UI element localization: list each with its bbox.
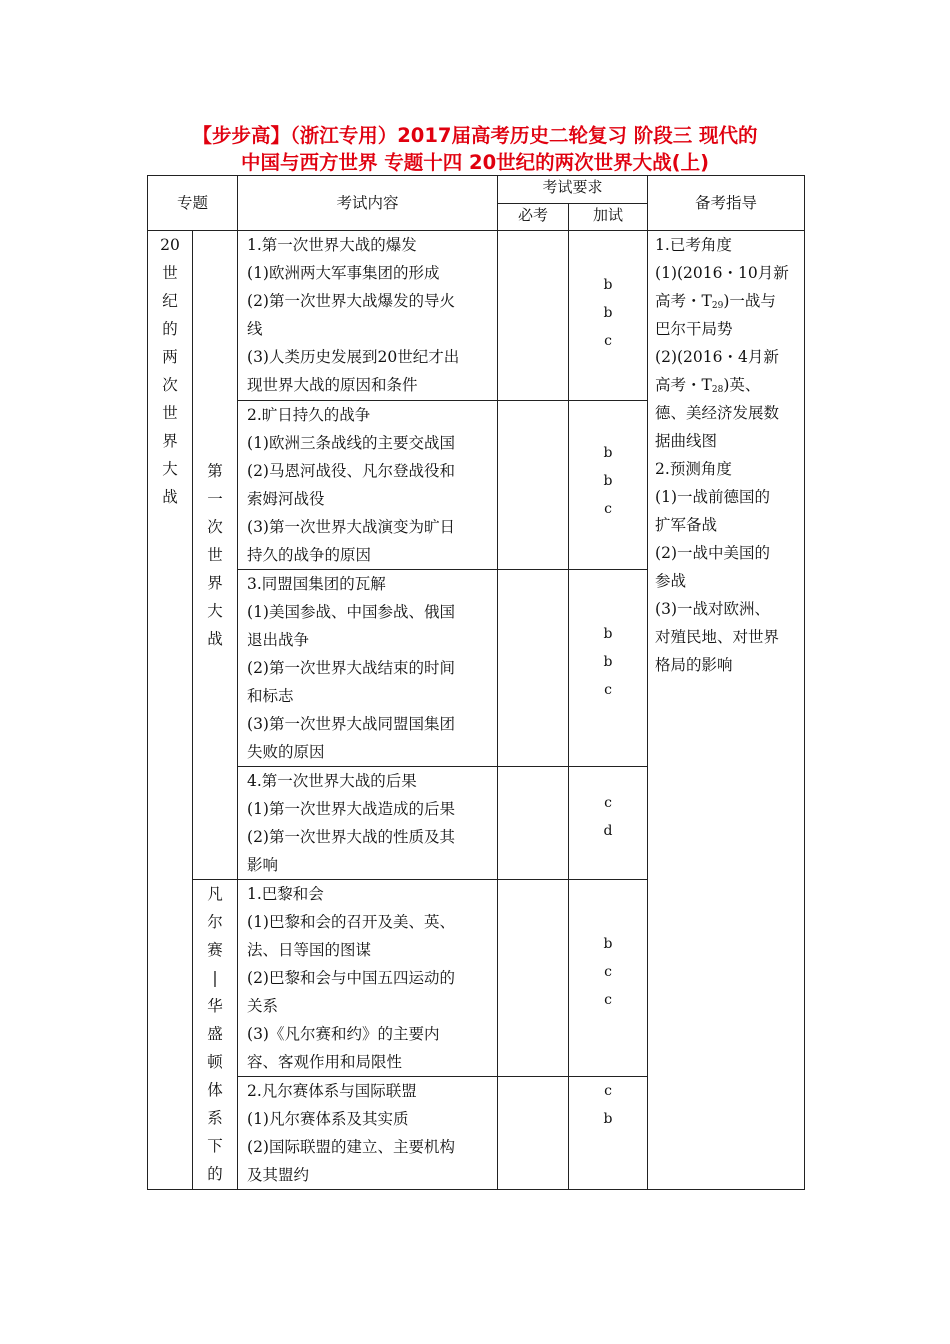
content-line: 4.第一次世界大战的后果 (247, 772, 417, 790)
exam-syllabus-table (147, 175, 805, 1190)
content-line: (2)第一次世界大战的性质及其 (247, 828, 455, 846)
content-line: 索姆河战役 (247, 490, 325, 508)
content-line: (1)巴黎和会的召开及美、英、 (247, 913, 455, 931)
section-label-cell-ww1 (193, 231, 238, 880)
topic-char: 战 (162, 488, 178, 506)
level-value: c (604, 1083, 612, 1099)
content-line: 法、日等国的图谋 (247, 941, 372, 959)
guide-line: 据曲线图 (655, 432, 718, 450)
level-value: b (603, 626, 613, 642)
content-cell (238, 401, 498, 570)
content-line: (3)《凡尔赛和约》的主要内 (247, 1025, 440, 1043)
guide-cell (648, 231, 805, 1190)
section-char: 华 (207, 997, 223, 1015)
content-line: 及其盟约 (247, 1166, 310, 1184)
content-line: (2)马恩河战役、凡尔登战役和 (247, 462, 455, 480)
level-value: b (603, 936, 613, 952)
topic-char: 次 (162, 376, 178, 394)
guide-subscript: 28 (711, 385, 724, 395)
content-line: 失败的原因 (247, 743, 325, 761)
document-title (140, 122, 810, 176)
extra-level-cell (569, 880, 648, 1077)
guide-line: (1)一战前德国的 (655, 488, 770, 506)
guide-line (655, 371, 800, 399)
guide-text: )英、 (723, 376, 761, 394)
section-char: 的 (207, 1165, 223, 1183)
content-cell (238, 880, 498, 1077)
topic-char: 界 (162, 432, 178, 450)
content-cell (238, 767, 498, 880)
guide-text: 高考・T (655, 292, 712, 310)
header-guide: 备考指导 (648, 176, 805, 231)
content-line: (3)第一次世界大战同盟国集团 (247, 715, 455, 733)
guide-text: 高考・T (655, 376, 712, 394)
required-cell (498, 1077, 569, 1190)
section-char: 凡 (207, 885, 223, 903)
header-requirements: 考试要求 (498, 176, 648, 204)
content-cell (238, 570, 498, 767)
section-char: 盛 (207, 1025, 223, 1043)
guide-line: 巴尔干局势 (655, 320, 733, 338)
topic-char: 的 (162, 320, 178, 338)
section-char: 一 (207, 490, 223, 508)
content-line: 1.第一次世界大战的爆发 (247, 236, 417, 254)
guide-line: (2)一战中美国的 (655, 544, 770, 562)
required-cell (498, 570, 569, 767)
content-line: 持久的战争的原因 (247, 546, 372, 564)
content-line: (1)凡尔赛体系及其实质 (247, 1110, 409, 1128)
header-content: 考试内容 (238, 176, 498, 231)
title-line-1: 【步步高】（浙江专用）2017届高考历史二轮复习 阶段三 现代的 (192, 124, 758, 147)
content-line: 线 (247, 320, 263, 338)
level-value: b (603, 654, 613, 670)
topic-char: 20 (160, 236, 180, 254)
level-value: c (604, 964, 612, 980)
topic-char: 世 (162, 264, 178, 282)
section-char: 赛 (207, 941, 223, 959)
content-line: (2)第一次世界大战结束的时间 (247, 659, 455, 677)
section-char: 顿 (207, 1053, 223, 1071)
level-value: c (604, 333, 612, 349)
guide-line (655, 287, 800, 315)
level-value: b (603, 305, 613, 321)
topic-char: 两 (162, 348, 178, 366)
content-line: 退出战争 (247, 631, 310, 649)
level-value: b (603, 473, 613, 489)
content-line: 3.同盟国集团的瓦解 (247, 575, 386, 593)
header-extra: 加试 (569, 204, 648, 231)
content-line: (2)第一次世界大战爆发的导火 (247, 292, 455, 310)
section-char: 尔 (207, 913, 223, 931)
guide-subscript: 29 (711, 301, 724, 311)
header-required: 必考 (498, 204, 569, 231)
content-line: 2.凡尔赛体系与国际联盟 (247, 1082, 417, 1100)
header-topic: 专题 (148, 176, 238, 231)
guide-line: 德、美经济发展数 (655, 404, 780, 422)
level-value: b (603, 277, 613, 293)
section-char: 战 (207, 630, 223, 648)
section-char: 第 (207, 462, 223, 480)
required-cell (498, 767, 569, 880)
content-cell (238, 231, 498, 401)
content-cell (238, 1077, 498, 1190)
guide-line: 1.已考角度 (655, 236, 732, 254)
content-line: 容、客观作用和局限性 (247, 1053, 403, 1071)
content-line: 现世界大战的原因和条件 (247, 376, 418, 394)
guide-line: 2.预测角度 (655, 460, 732, 478)
content-line: (3)人类历史发展到20世纪才出 (247, 348, 460, 366)
section-char: 世 (207, 546, 223, 564)
guide-line: 格局的影响 (655, 656, 733, 674)
title-line-2: 中国与西方世界 专题十四 20世纪的两次世界大战(上) (240, 151, 710, 174)
topic-char: 大 (162, 460, 178, 478)
content-line: 1.巴黎和会 (247, 885, 324, 903)
level-value: d (603, 823, 613, 839)
content-line: 影响 (247, 856, 279, 874)
required-cell (498, 231, 569, 401)
section-char: 界 (207, 574, 223, 592)
guide-line: 扩军备战 (655, 516, 718, 534)
topic-label-cell (148, 231, 193, 1190)
section-char: 下 (207, 1137, 223, 1155)
content-line: (1)欧洲两大军事集团的形成 (247, 264, 440, 282)
level-value: b (603, 1111, 613, 1127)
required-cell (498, 401, 569, 570)
content-line: (2)巴黎和会与中国五四运动的 (247, 969, 455, 987)
level-value: b (603, 445, 613, 461)
topic-char: 纪 (162, 292, 178, 310)
topic-char: 世 (162, 404, 178, 422)
extra-level-cell (569, 401, 648, 570)
section-char: | (212, 969, 218, 987)
section-char: 体 (207, 1081, 223, 1099)
section-char: 次 (207, 518, 223, 536)
content-line: (3)第一次世界大战演变为旷日 (247, 518, 455, 536)
section-label-cell-versailles (193, 880, 238, 1190)
extra-level-cell (569, 1077, 648, 1190)
guide-line: 对殖民地、对世界 (655, 628, 780, 646)
level-value: c (604, 682, 612, 698)
required-cell (498, 880, 569, 1077)
section-char: 系 (207, 1109, 223, 1127)
extra-level-cell (569, 231, 648, 401)
extra-level-cell (569, 570, 648, 767)
section-char: 大 (207, 602, 223, 620)
content-line: (2)国际联盟的建立、主要机构 (247, 1138, 455, 1156)
content-line: 和标志 (247, 687, 294, 705)
content-line: (1)第一次世界大战造成的后果 (247, 800, 455, 818)
guide-line: 参战 (655, 572, 687, 590)
level-value: c (604, 501, 612, 517)
content-line: (1)欧洲三条战线的主要交战国 (247, 434, 455, 452)
guide-line: (3)一战对欧洲、 (655, 600, 770, 618)
content-line: (1)美国参战、中国参战、俄国 (247, 603, 455, 621)
extra-level-cell (569, 767, 648, 880)
guide-text: )一战与 (723, 292, 776, 310)
guide-line: (2)(2016・4月新 (655, 348, 779, 366)
level-value: c (604, 992, 612, 1008)
level-value: c (604, 795, 612, 811)
content-line: 2.旷日持久的战争 (247, 406, 371, 424)
guide-line: (1)(2016・10月新 (655, 264, 789, 282)
content-line: 关系 (247, 997, 279, 1015)
